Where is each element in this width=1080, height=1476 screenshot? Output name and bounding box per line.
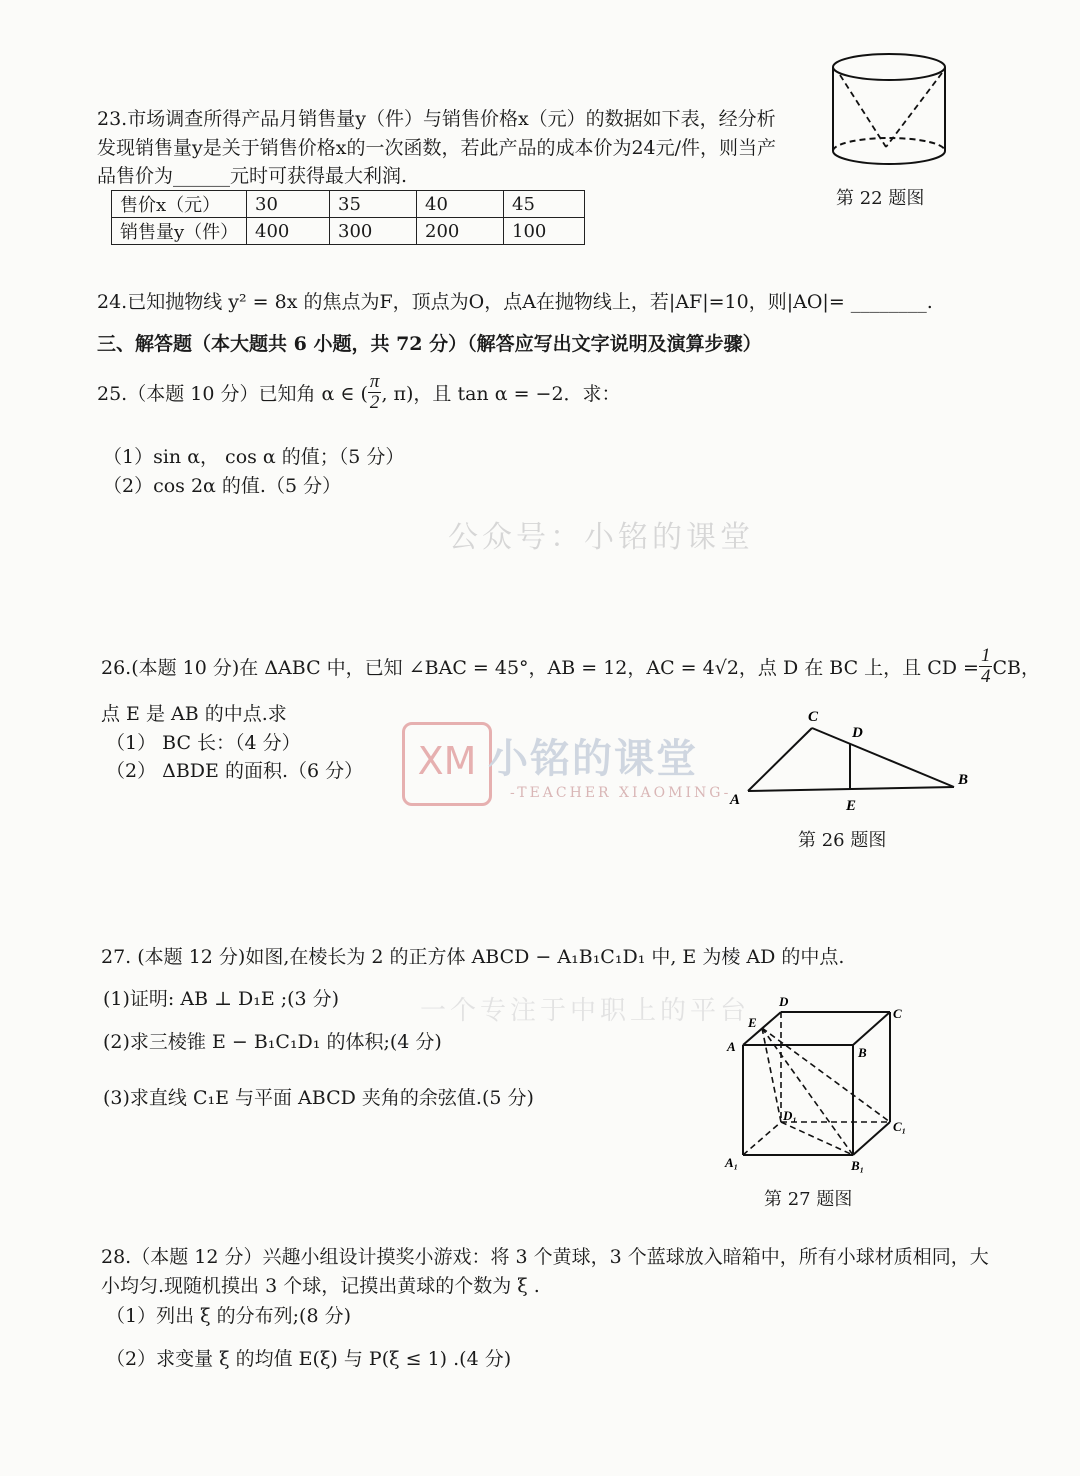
- table-cell: 100: [504, 218, 585, 245]
- q25-frac-num: π: [369, 371, 380, 392]
- table-cell: 30: [247, 191, 330, 218]
- label-C1: C₁: [893, 1119, 907, 1134]
- cylinder-figure: [826, 50, 956, 175]
- label-D: D: [852, 725, 863, 741]
- label-E: E: [846, 798, 857, 814]
- q27-part2: (2)求三棱锥 E − B₁C₁D₁ 的体积;(4 分): [103, 1031, 442, 1053]
- q27-part1: (1)证明: AB ⊥ D₁E ;(3 分): [103, 988, 340, 1010]
- q27-part3: (3)求直线 C₁E 与平面 ABCD 夹角的余弦值.(5 分): [103, 1087, 534, 1109]
- label-D: D: [779, 994, 789, 1009]
- q26-pre: 26.(本题 10 分)在 ΔABC 中，已知 ∠BAC = 45°，AB = 12，AC = 4√2，点 D 在 BC 上，且 CD =: [101, 656, 979, 679]
- q25-stem: [97, 372, 621, 412]
- q23-line3: 品售价为______元时可获得最大利润.: [97, 165, 408, 187]
- watermark-slogan: 一个专注于中职上的平台: [420, 996, 751, 1026]
- q25-post: , π)，且 tan α = −2．求：: [381, 382, 621, 405]
- q25-frac-den: 2: [369, 392, 380, 413]
- label-A1: A₁: [725, 1155, 739, 1170]
- table-cell: 销售量y（件）: [112, 218, 247, 245]
- q28-part2: （2）求变量 ξ 的均值 E(ξ) 与 P(ξ ≤ 1) .(4 分): [106, 1348, 512, 1370]
- label-B: B: [858, 1045, 867, 1060]
- q24-text: 24.已知抛物线 y² = 8x 的焦点为F，顶点为O，点A在抛物线上，若|AF|=10，则|AO|= ________.: [97, 291, 933, 313]
- watermark-public-account: 公众号：小铭的课堂: [448, 520, 754, 555]
- fig27-caption: 第 27 题图: [764, 1189, 853, 1210]
- watermark-english: -TEACHER XIAOMING-: [510, 785, 732, 801]
- table-cell: 45: [504, 191, 585, 218]
- table-row: [112, 191, 585, 218]
- label-E: E: [748, 1015, 757, 1030]
- label-C: C: [808, 709, 819, 725]
- q23-line1: 23.市场调查所得产品月销售量y（件）与销售价格x（元）的数据如下表，经分析: [97, 108, 776, 130]
- label-A: A: [730, 792, 741, 808]
- table-cell: 35: [330, 191, 417, 218]
- section3-heading: 三、解答题（本大题共 6 小题，共 72 分）（解答应写出文字说明及演算步骤）: [97, 333, 762, 355]
- q26-stem: [101, 646, 1040, 686]
- q26-frac-den: 4: [980, 666, 991, 687]
- table-row: [112, 218, 585, 245]
- triangle-figure: [722, 700, 972, 820]
- watermark-logo: XM: [402, 722, 492, 806]
- label-B1: B₁: [851, 1158, 865, 1173]
- q26-post: CB，: [992, 656, 1040, 679]
- table-cell: 300: [330, 218, 417, 245]
- table-cell: 200: [417, 218, 504, 245]
- table-cell: 售价x（元）: [112, 191, 247, 218]
- q27-line1: 27. (本题 12 分)如图,在棱长为 2 的正方体 ABCD − A₁B₁C₁D₁ 中, E 为棱 AD 的中点.: [101, 946, 845, 968]
- watermark-brand: 小铭的课堂: [488, 735, 698, 782]
- q25-fraction: [368, 372, 382, 412]
- table-cell: 40: [417, 191, 504, 218]
- q25-part2: （2）cos 2α 的值.（5 分）: [103, 475, 342, 497]
- fig26-caption: 第 26 题图: [798, 830, 887, 851]
- q26-fraction: [979, 646, 993, 686]
- q25-pre: 25.（本题 10 分）已知角 α ∈ (: [97, 382, 368, 405]
- table-cell: 400: [247, 218, 330, 245]
- q26-part1: （1） BC 长：（4 分）: [106, 732, 301, 754]
- cube-figure: [715, 990, 915, 1180]
- label-D1: D₁: [783, 1108, 797, 1123]
- label-A: A: [727, 1039, 736, 1054]
- q23-line2: 发现销售量y是关于销售价格x的一次函数，若此产品的成本价为24元/件，则当产: [97, 137, 777, 159]
- q28-part1: （1）列出 ξ 的分布列;(8 分): [106, 1305, 351, 1327]
- sales-table: [111, 190, 585, 245]
- label-B: B: [958, 772, 969, 788]
- q26-frac-num: 1: [980, 645, 991, 666]
- q25-part1: （1）sin α， cos α 的值；（5 分）: [103, 446, 405, 468]
- fig22-caption: 第 22 题图: [836, 188, 925, 209]
- label-C: C: [893, 1006, 902, 1021]
- q26-line2: 点 E 是 AB 的中点.求: [101, 703, 287, 725]
- q28-line1: 28.（本题 12 分）兴趣小组设计摸奖小游戏：将 3 个黄球，3 个蓝球放入暗箱中，所有小球材质相同，大: [101, 1246, 989, 1268]
- q26-part2: （2） ΔBDE 的面积.（6 分）: [106, 760, 364, 782]
- q28-line2: 小均匀.现随机摸出 3 个球，记摸出黄球的个数为 ξ .: [101, 1275, 540, 1297]
